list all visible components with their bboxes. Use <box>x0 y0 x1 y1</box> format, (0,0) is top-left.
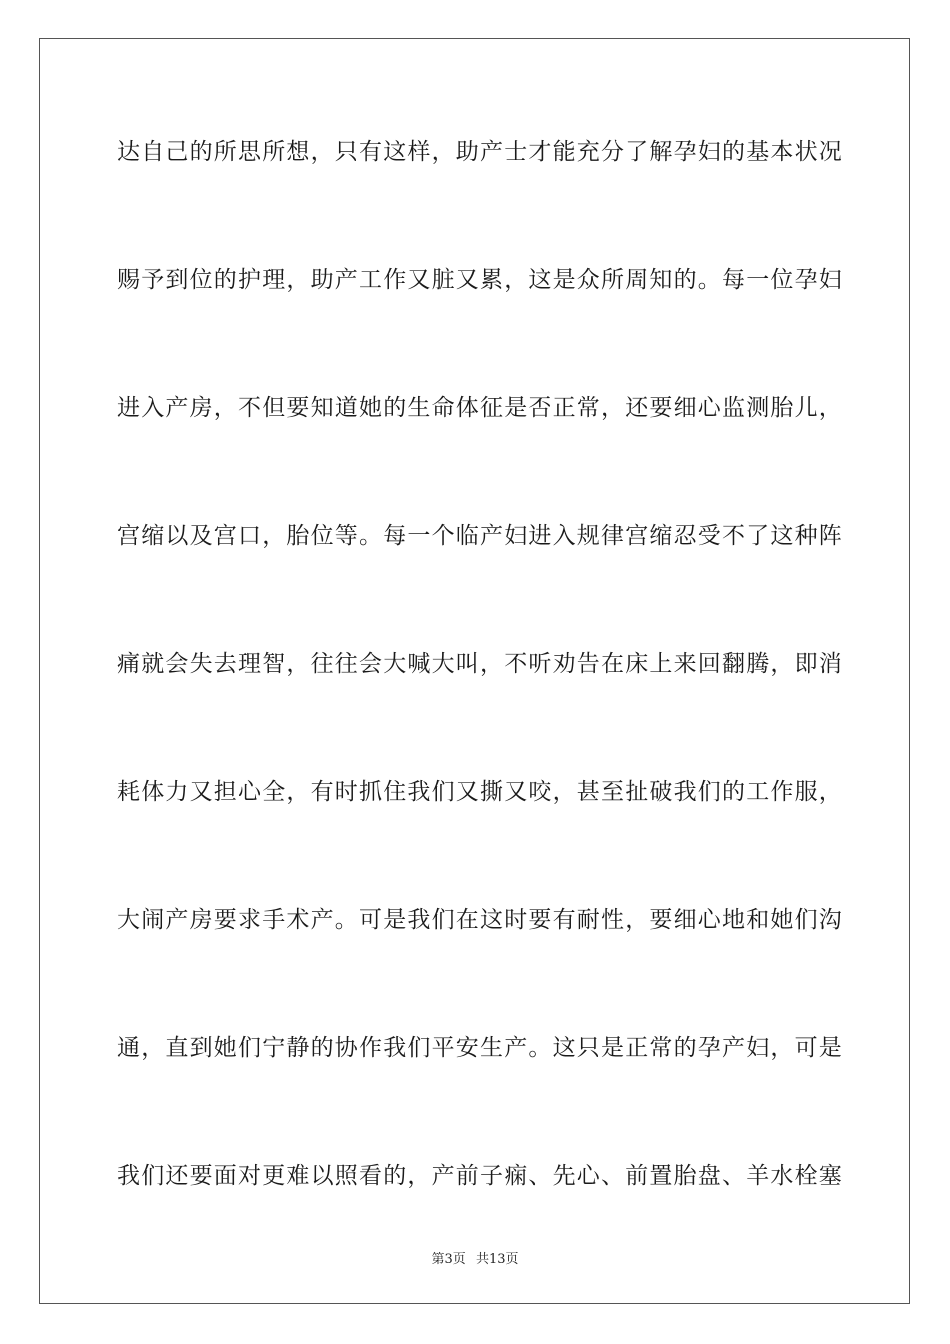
page-number: 第3页 <box>431 1252 466 1267</box>
text-line-9: 我们还要面对更难以照看的，产前子痫、先心、前置胎盘、羊水栓塞 <box>117 1163 843 1189</box>
page-footer <box>0 1248 950 1267</box>
text-line-3: 进入产房，不但要知道她的生命体征是否正常，还要细心监测胎儿， <box>117 395 843 421</box>
text-line-2: 赐予到位的护理，助产工作又脏又累，这是众所周知的。每一位孕妇 <box>117 267 843 293</box>
text-line-5: 痛就会失去理智，往往会大喊大叫，不听劝告在床上来回翻腾，即消 <box>117 651 843 677</box>
text-line-1: 达自己的所思所想，只有这样，助产士才能充分了解孕妇的基本状况 <box>117 139 843 165</box>
page-total: 共13页 <box>475 1252 519 1267</box>
text-line-8: 通，直到她们宁静的协作我们平安生产。这只是正常的孕产妇，可是 <box>117 1035 843 1061</box>
text-line-4: 宫缩以及宫口，胎位等。每一个临产妇进入规律宫缩忍受不了这种阵 <box>117 523 843 549</box>
text-line-6: 耗体力又担心全，有时抓住我们又撕又咬，甚至扯破我们的工作服， <box>117 779 843 805</box>
document-body <box>117 128 843 1280</box>
text-line-7: 大闹产房要求手术产。可是我们在这时要有耐性，要细心地和她们沟 <box>117 907 843 933</box>
